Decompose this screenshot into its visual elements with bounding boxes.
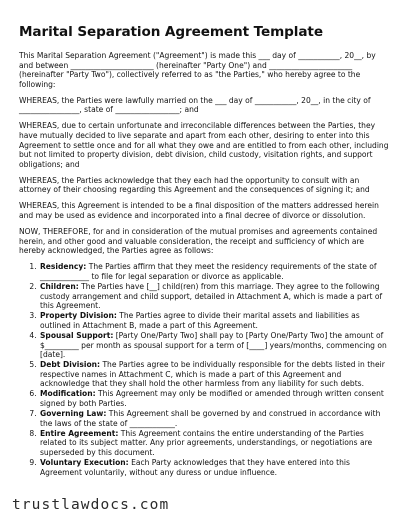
clause-text: The Parties agree to divide their marital assets and liabilities as outlined in Attachment B, made a part of this Agreement. [40, 311, 360, 330]
clause-text: [Party One/Party Two] shall pay to [Party One/Party Two] the amount of $_________ per month as spousal support for a term of [____] years/months, commencing on [date]. [40, 331, 387, 360]
clause-term: Voluntary Execution: [40, 458, 129, 468]
clause-term: Property Division: [40, 311, 117, 321]
clause-term: Children: [40, 282, 79, 292]
whereas-final-disposition-paragraph: WHEREAS, this Agreement is intended to be a final disposition of the matters addressed herein and may be used as evidence and incorporated into a final decree of divorce or dissolution. [19, 201, 379, 221]
clause-list [19, 262, 391, 477]
clause-entire-agreement [39, 429, 391, 458]
now-therefore-paragraph: NOW, THEREFORE, for and in consideration of the mutual promises and agreements contained herein, and other good and valuable consideration, the receipt and sufficiency of which are hereby acknowledged, the Parties agree as follows: [19, 227, 378, 256]
clause-children [39, 282, 391, 311]
document-title: Marital Separation Agreement Template [19, 24, 323, 40]
clause-text: This Agreement may only be modified or amended through written consent signed by both Parties. [40, 389, 384, 409]
clause-text: This Agreement contains the entire understanding of the Parties related to its subject matter. Any prior agreements, understandings, or negotiations are superseded by this document. [40, 428, 373, 457]
whereas-married-paragraph: WHEREAS, the Parties were lawfully married on the ___ day of ___________, 20__, in the city of ________________, state of _________________; and [19, 95, 371, 115]
clause-term: Debt Division: [40, 360, 101, 370]
clause-residency [39, 262, 391, 281]
clause-term: Spousal Support: [40, 331, 114, 341]
whereas-differences-paragraph: WHEREAS, due to certain unfortunate and irreconcilable differences between the Parties, they have mutually decided to live separate and apart from each other, desiring to enter into this Agreement to settle once and for all what they owe and are entitled to from each other, including but not limited to property division, debt division, child custody, visitation rights, and support obligations; and [19, 121, 389, 169]
clause-spousal-support [39, 331, 391, 360]
document-page [19, 24, 391, 478]
clause-text: This Agreement shall be governed by and construed in accordance with the laws of the state of ____________. [40, 409, 381, 428]
clause-modification [39, 389, 391, 408]
clause-term: Modification: [40, 389, 96, 399]
intro-paragraph: This Marital Separation Agreement ("Agreement") is made this ___ day of ___________, 20__, by and between ______________________ (hereinafter "Party One") and ______________________ (hereinafter "Party Two"), collectively referred to as "the Parties," who hereby agree to the following: [19, 51, 376, 89]
site-watermark: trustlawdocs.com [12, 497, 170, 513]
clause-voluntary-execution [39, 458, 391, 477]
clause-debt-division [39, 360, 391, 389]
whereas-attorney-paragraph: WHEREAS, the Parties acknowledge that they each had the opportunity to consult with an attorney of their choosing regarding this Agreement and the consequences of signing it; and [19, 175, 370, 195]
clause-governing-law [39, 409, 391, 428]
clause-property-division [39, 311, 391, 330]
clause-term: Residency: [40, 262, 87, 272]
clause-text: The Parties affirm that they meet the residency requirements of the state of _____________ to file for legal separation or divorce as applicable. [40, 262, 377, 281]
clause-term: Entire Agreement: [40, 428, 119, 438]
clause-term: Governing Law: [40, 409, 107, 419]
clause-text: The Parties have [__] child(ren) from this marriage. They agree to the following custody arrangement and child support, detailed in Attachment A, which is made a part of this Agreement. [40, 282, 383, 311]
clause-text: The Parties agree to be individually responsible for the debts listed in their respective names in Attachment C, which is made a part of this Agreement and acknowledge that they shall hold the other harmless from any liability for such debts. [40, 360, 385, 389]
clause-text: Each Party acknowledges that they have entered into this Agreement voluntarily, without any duress or undue influence. [40, 458, 350, 477]
